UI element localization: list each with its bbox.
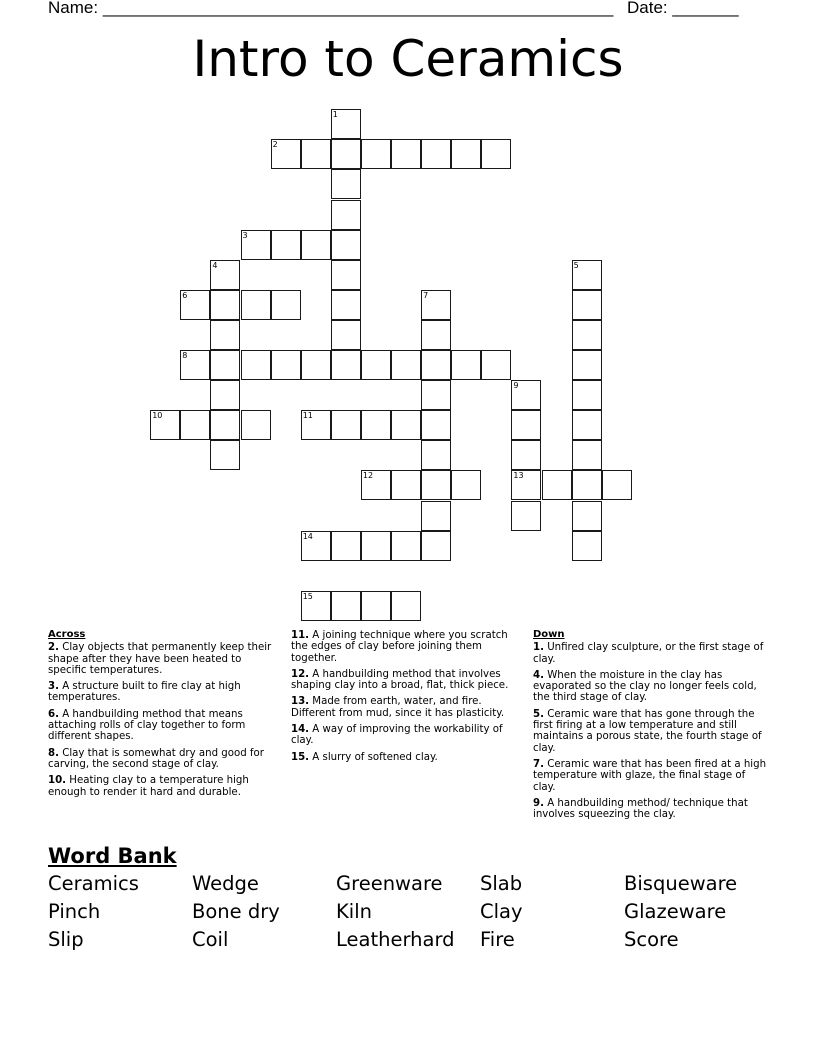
grid-cell[interactable] <box>421 410 451 440</box>
clue-number: 14 <box>302 531 313 541</box>
name-label: Name: <box>48 0 99 17</box>
grid-cell[interactable] <box>421 139 451 169</box>
grid-cell[interactable] <box>421 470 451 500</box>
clue-text: A handbuilding method that means attaching rolls of clay together to form different shapes. <box>48 708 246 743</box>
grid-cell[interactable] <box>210 410 240 440</box>
grid-cell[interactable] <box>331 200 361 230</box>
clue-item <box>48 775 276 798</box>
grid-cell[interactable] <box>180 410 210 440</box>
clue-number: 12 <box>362 471 374 481</box>
grid-cell[interactable] <box>331 230 361 260</box>
grid-cell[interactable] <box>301 410 331 440</box>
grid-cell[interactable] <box>331 109 361 139</box>
clue-number: 14. <box>291 724 310 736</box>
grid-cell[interactable] <box>210 320 240 350</box>
clue-item <box>48 748 276 771</box>
grid-cell[interactable] <box>481 350 511 380</box>
clue-item <box>291 669 527 692</box>
grid-cell[interactable] <box>511 501 541 531</box>
word-bank-item: Ceramics <box>48 872 139 895</box>
clue-number: 13 <box>513 471 524 481</box>
grid-cell[interactable] <box>421 501 451 531</box>
word-bank-item: Leatherhard <box>336 928 455 951</box>
grid-cell[interactable] <box>391 531 421 561</box>
grid-cell[interactable] <box>572 350 602 380</box>
grid-cell[interactable] <box>180 290 210 320</box>
word-bank-item: Wedge <box>192 872 259 895</box>
grid-cell[interactable] <box>572 320 602 350</box>
grid-cell[interactable] <box>572 440 602 470</box>
clue-text: A joining technique where you scratch the edges of clay before joining them together. <box>291 630 508 664</box>
clue-number: 10 <box>152 411 163 421</box>
grid-cell[interactable] <box>271 350 301 380</box>
grid-cell[interactable] <box>511 380 541 410</box>
date-label: Date: <box>627 0 668 17</box>
clue-number: 9 <box>513 381 519 391</box>
clue-number: 6. <box>48 708 59 720</box>
clue-text: Made from earth, water, and fire. Different from mud, since it has plasticity. <box>291 696 505 719</box>
down-heading: Down <box>533 629 565 640</box>
clue-text: A handbuilding method that involves shaping clay into a broad, flat, thick piece. <box>291 668 509 692</box>
clue-number: 15. <box>291 751 310 763</box>
clue-text: Ceramic ware that has gone through the first firing at a low temperature and still maintains a porous state, the fourth stage of clay. <box>533 708 762 754</box>
clue-item <box>48 642 276 676</box>
grid-cell[interactable] <box>331 320 361 350</box>
clue-text: Clay objects that permanently keep their shape after they have been heated to specific temperatures. <box>48 642 272 676</box>
grid-cell[interactable] <box>331 531 361 561</box>
clue-text: A structure built to fire clay at high temperatures. <box>48 681 241 704</box>
grid-cell[interactable] <box>361 591 391 621</box>
grid-cell[interactable] <box>241 230 271 260</box>
grid-cell[interactable] <box>210 260 240 290</box>
grid-cell[interactable] <box>572 501 602 531</box>
clue-number: 1. <box>533 642 544 654</box>
grid-cell[interactable] <box>210 440 240 470</box>
grid-cell[interactable] <box>481 139 511 169</box>
date-field[interactable] <box>627 0 739 18</box>
clue-item <box>291 696 527 719</box>
clue-text: A way of improving the workability of clay. <box>291 724 503 747</box>
grid-cell[interactable] <box>331 260 361 290</box>
grid-cell[interactable] <box>421 440 451 470</box>
grid-cell[interactable] <box>361 350 391 380</box>
grid-cell[interactable] <box>361 470 391 500</box>
clue-text: When the moisture in the clay has evaporated so the clay no longer feels cold, the third stage of clay. <box>533 669 757 704</box>
clue-text: Clay that is somewhat dry and good for carving, the second stage of clay. <box>48 747 264 770</box>
clue-text: A handbuilding method/ technique that involves squeezing the clay. <box>533 797 748 821</box>
grid-cell[interactable] <box>451 350 481 380</box>
word-bank-item: Kiln <box>336 900 372 923</box>
grid-cell[interactable] <box>391 591 421 621</box>
grid-cell[interactable] <box>451 139 481 169</box>
clue-number: 7 <box>423 290 429 300</box>
clue-text: A slurry of softened clay. <box>309 751 438 763</box>
grid-cell[interactable] <box>572 531 602 561</box>
clue-number: 12. <box>291 668 310 680</box>
grid-cell[interactable] <box>361 410 391 440</box>
clue-number: 15 <box>302 591 313 601</box>
clue-number: 11. <box>291 630 310 641</box>
word-bank-item: Greenware <box>336 872 443 895</box>
clue-number: 11 <box>302 411 313 421</box>
clue-text: Unfired clay sculpture, or the first stage of clay. <box>533 642 764 665</box>
word-bank-item: Bone dry <box>192 900 280 923</box>
page-title: Intro to Ceramics <box>192 30 624 88</box>
clue-item <box>291 752 527 763</box>
clue-number: 3. <box>48 681 59 693</box>
grid-cell[interactable] <box>241 410 271 440</box>
grid-cell[interactable] <box>150 410 180 440</box>
grid-cell[interactable] <box>391 410 421 440</box>
word-bank-item: Slab <box>480 872 523 895</box>
clue-number: 4. <box>533 669 544 681</box>
clue-number: 8 <box>182 351 188 360</box>
grid-cell[interactable] <box>361 139 391 169</box>
across-heading: Across <box>48 629 86 640</box>
grid-cell[interactable] <box>602 470 632 500</box>
across-clues-continued <box>291 630 527 768</box>
word-bank-title: Word Bank <box>48 844 177 868</box>
name-field[interactable] <box>48 0 613 18</box>
clue-item <box>48 681 276 704</box>
grid-cell[interactable] <box>331 410 361 440</box>
grid-cell[interactable] <box>572 260 602 290</box>
grid-cell[interactable] <box>511 440 541 470</box>
grid-cell[interactable] <box>301 591 331 621</box>
clue-number: 5. <box>533 708 544 720</box>
grid-cell[interactable] <box>301 350 331 380</box>
clue-number: 4 <box>212 260 218 270</box>
grid-cell[interactable] <box>180 350 210 380</box>
grid-cell[interactable] <box>301 230 331 260</box>
grid-cell[interactable] <box>511 410 541 440</box>
clue-number: 3 <box>242 230 248 240</box>
grid-cell[interactable] <box>210 350 240 380</box>
grid-cell[interactable] <box>572 470 602 500</box>
word-bank-item: Coil <box>192 928 229 951</box>
grid-cell[interactable] <box>421 350 451 380</box>
grid-cell[interactable] <box>391 350 421 380</box>
grid-cell[interactable] <box>331 591 361 621</box>
clue-number: 5 <box>573 260 579 270</box>
clue-number: 10. <box>48 775 67 787</box>
grid-cell[interactable] <box>572 380 602 410</box>
grid-cell[interactable] <box>421 531 451 561</box>
grid-cell[interactable] <box>391 470 421 500</box>
clue-item <box>291 724 527 747</box>
word-bank-item: Score <box>624 928 679 951</box>
clue-number: 1 <box>332 110 338 120</box>
clue-number: 6 <box>182 290 188 300</box>
clue-number: 9. <box>533 797 544 809</box>
clue-item <box>533 798 769 821</box>
clue-number: 8. <box>48 747 59 759</box>
grid-cell[interactable] <box>331 350 361 380</box>
clue-text: Ceramic ware that has been fired at a high temperature with glaze, the final stage of clay. <box>533 758 767 793</box>
grid-cell[interactable] <box>331 290 361 320</box>
word-bank-item: Clay <box>480 900 523 923</box>
clue-item <box>533 709 769 754</box>
name-line: ______________________________________________________ <box>102 0 614 17</box>
clue-item <box>533 759 769 793</box>
grid-cell[interactable] <box>271 290 301 320</box>
clue-number: 7. <box>533 758 544 770</box>
word-bank-item: Fire <box>480 928 515 951</box>
date-line: _______ <box>672 0 739 17</box>
grid-cell[interactable] <box>301 531 331 561</box>
clue-text: Heating clay to a temperature high enough to render it hard and durable. <box>48 775 249 798</box>
clue-item <box>291 630 527 664</box>
grid-cell[interactable] <box>542 470 572 500</box>
grid-cell[interactable] <box>391 139 421 169</box>
clue-item <box>533 670 769 704</box>
down-clues <box>533 629 769 825</box>
clue-item <box>533 642 769 665</box>
word-bank-item: Bisqueware <box>624 872 738 895</box>
clue-number: 13. <box>291 696 310 708</box>
grid-cell[interactable] <box>241 290 271 320</box>
grid-cell[interactable] <box>572 290 602 320</box>
grid-cell[interactable] <box>421 320 451 350</box>
across-clues <box>48 629 276 803</box>
grid-cell[interactable] <box>511 470 541 500</box>
grid-cell[interactable] <box>451 470 481 500</box>
grid-cell[interactable] <box>331 169 361 199</box>
clue-item <box>48 709 276 743</box>
grid-cell[interactable] <box>361 531 391 561</box>
word-bank-item: Slip <box>48 928 84 951</box>
grid-cell[interactable] <box>572 410 602 440</box>
grid-cell[interactable] <box>421 290 451 320</box>
grid-cell[interactable] <box>301 139 331 169</box>
clue-number: 2. <box>48 642 59 654</box>
grid-cell[interactable] <box>331 139 361 169</box>
grid-cell[interactable] <box>271 139 301 169</box>
clue-number: 2 <box>272 140 278 150</box>
grid-cell[interactable] <box>271 230 301 260</box>
word-bank-item: Glazeware <box>624 900 727 923</box>
word-bank-item: Pinch <box>48 900 101 923</box>
grid-cell[interactable] <box>421 380 451 410</box>
grid-cell[interactable] <box>210 380 240 410</box>
grid-cell[interactable] <box>210 290 240 320</box>
grid-cell[interactable] <box>241 350 271 380</box>
